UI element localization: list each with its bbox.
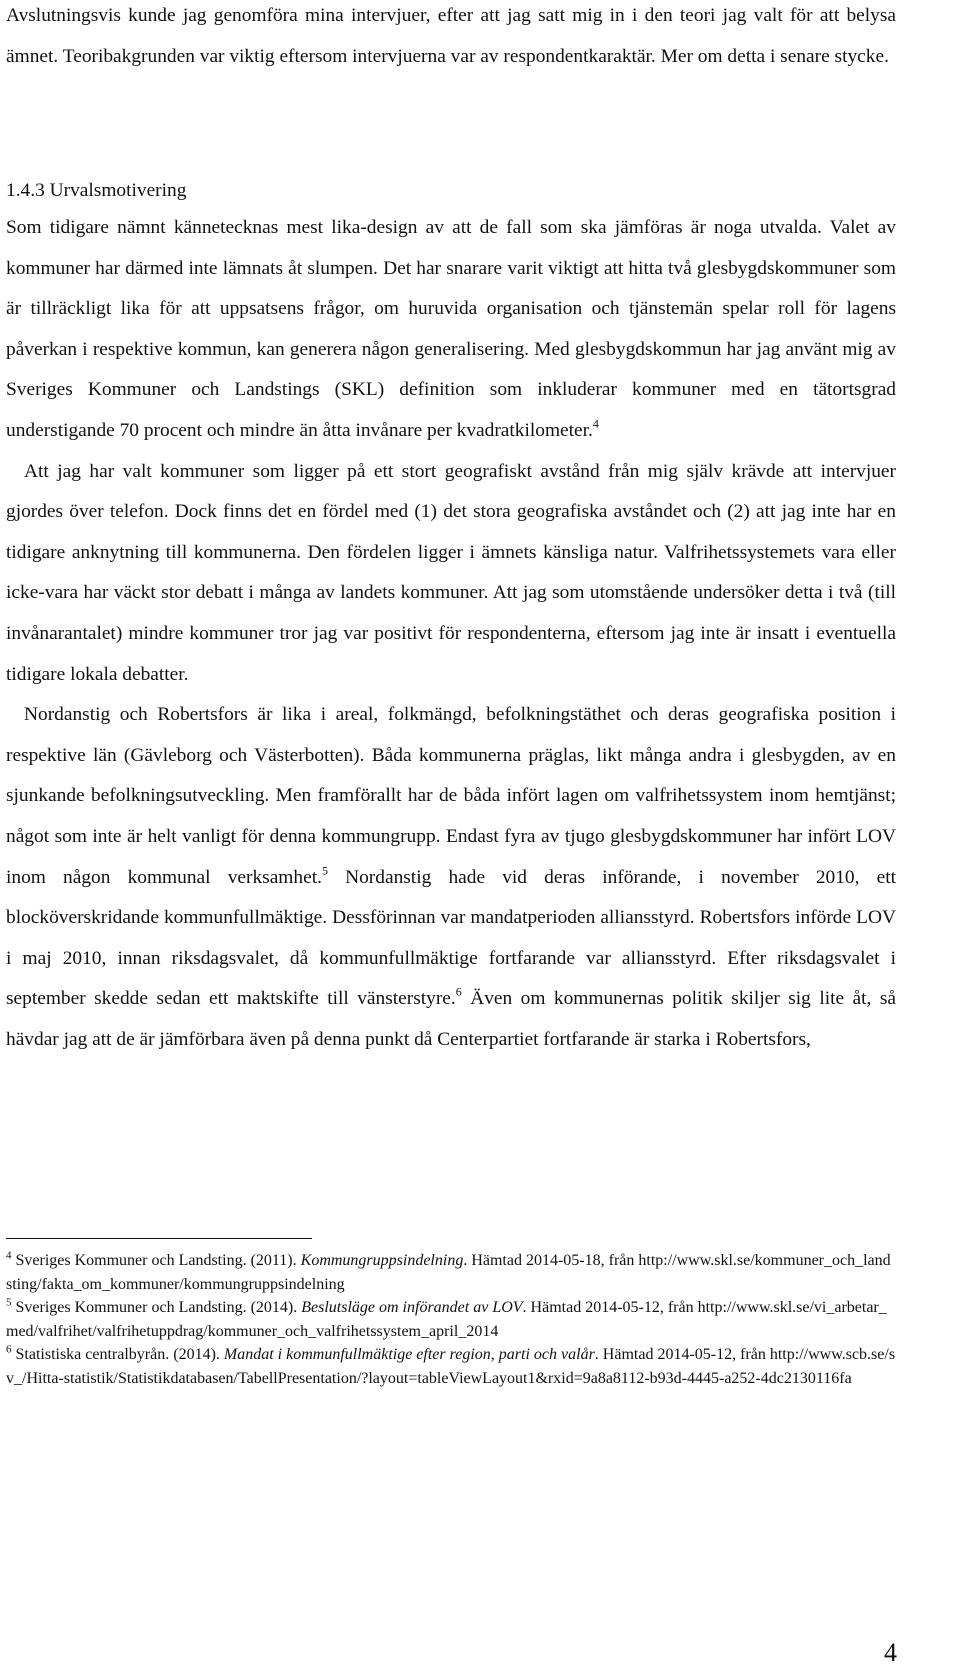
footnote-number: 6 — [6, 1343, 12, 1356]
paragraph-municipalities-text-a: Nordanstig och Robertsfors är lika i areal, folkmängd, befolkningstäthet och deras geografiska position i respektive län (Gävleborg och Västerbotten). Båda kommunerna präglas, likt många andra i glesbygden, av en sjunkande befolkningsutveckling. Men framförallt har de båda infört lagen om valfrihetssystem inom hemtjänst; något som inte är helt vanligt för denna kommungrupp. Endast fyra av tjugo glesbygdskommuner har infört LOV inom någon kommunal verksamhet. — [6, 704, 896, 888]
footnote-title: Kommungruppsindelning — [300, 1252, 464, 1269]
footnote-source: Sveriges Kommuner och Landsting. (2011). — [11, 1252, 301, 1269]
footnote-title: Beslutsläge om införandet av LOV — [301, 1299, 523, 1316]
paragraph-selection-text: Som tidigare nämnt kännetecknas mest lika-design av att de fall som ska jämföras är noga utvalda. Valet av kommuner har därmed inte lämnats åt slumpen. Det har snarare varit viktigt att hitta två glesbygdskommuner som är tillräckligt lika för att uppsatsens frågor, om huruvida organisation och tjänstemän spelar roll för lagens påverkan i respektive kommun, kan generera någon generalisering. Med glesbygdskommun har jag använt mig av Sveriges Kommuner och Landstings (SKL) definition som inkluderar kommuner med en tätortsgrad understigande 70 procent och mindre än åtta invånare per kvadratkilometer. — [6, 217, 896, 441]
footnote-6 — [6, 1343, 896, 1390]
footnote-source: Statistiska centralbyrån. (2014). — [11, 1346, 224, 1363]
footnote-5 — [6, 1296, 896, 1343]
footnote-ref-5[interactable]: 5 — [321, 863, 328, 878]
footnote-source: Sveriges Kommuner och Landsting. (2014). — [11, 1299, 302, 1316]
paragraph-municipalities-text-b: Nordanstig hade vid deras införande, i november 2010, ett blocköverskridande kommunfullmäktige. Dessförinnan var mandatperioden alliansstyrd. Robertsfors införde LOV i maj 2010, innan riksdagsvalet, då kommunfullmäktige fortfarande var alliansstyrd. Efter riksdagsvalet i september skedde sedan ett maktskifte till vänsterstyre. — [6, 866, 896, 1010]
section-heading: 1.4.3 Urvalsmotivering — [6, 180, 187, 201]
footnotes — [6, 1249, 896, 1390]
page-number: 4 — [884, 1638, 897, 1667]
paragraph-municipalities — [6, 695, 896, 1060]
footnote-ref-6[interactable]: 6 — [455, 984, 462, 999]
footnote-4 — [6, 1249, 896, 1296]
section-body — [6, 208, 896, 1060]
footnote-link[interactable]: . Hämtad 2014-05-12, från http://www.scb.se/sv_/Hitta-statistik/Statistikdatabasen/TabellPresentation/?layout=tableViewLayout1&rxid=9a8a8112-b93d-4445-a252-4dc2130116fa — [6, 1346, 896, 1387]
footnote-divider — [6, 1238, 312, 1239]
paragraph-municipalities-text-c: Även om kommunernas politik skiljer sig lite åt, så hävdar jag att de är jämförbara även på denna punkt då Centerpartiet fortfarande är starka i Robertsfors, — [6, 988, 896, 1050]
footnote-link[interactable]: . Hämtad 2014-05-18, från http://www.skl.se/kommuner_och_landsting/fakta_om_kommuner/kommungruppsindelning — [6, 1252, 891, 1293]
paragraph-distance: Att jag har valt kommuner som ligger på ett stort geografiskt avstånd från mig själv krävde att intervjuer gjordes över telefon. Dock finns det en fördel med (1) det stora geografiska avståndet och (2) att jag inte har en tidigare anknytning till kommunerna. Den fördelen ligger i ämnets känsliga natur. Valfrihetssystemets vara eller icke-vara har väckt stor debatt i många av landets kommuner. Att jag som utomstående undersöker detta i två (till invånarantalet) mindre kommuner tror jag var positivt för respondenterna, eftersom jag inte är insatt i eventuella tidigare lokala debatter. — [6, 460, 896, 685]
footnote-link[interactable]: . Hämtad 2014-05-12, från http://www.skl.se/vi_arbetar_med/valfrihet/valfrihetuppdrag/kommuner_och_valfrihetssystem_april_2014 — [6, 1299, 887, 1340]
paragraph-selection — [6, 208, 896, 452]
paragraph-intro: Avslutningsvis kunde jag genomföra mina intervjuer, efter att jag satt mig in i den teori jag valt för att belysa ämnet. Teoribakgrunden var viktig eftersom intervjuerna var av respondentkaraktär. Mer om detta i senare stycke. — [6, 5, 896, 67]
footnote-title: Mandat i kommunfullmäktige efter region, parti och valår — [223, 1346, 595, 1363]
footnote-ref-4[interactable]: 4 — [592, 416, 599, 431]
footnote-number: 4 — [6, 1249, 12, 1262]
footnote-number: 5 — [6, 1296, 12, 1309]
